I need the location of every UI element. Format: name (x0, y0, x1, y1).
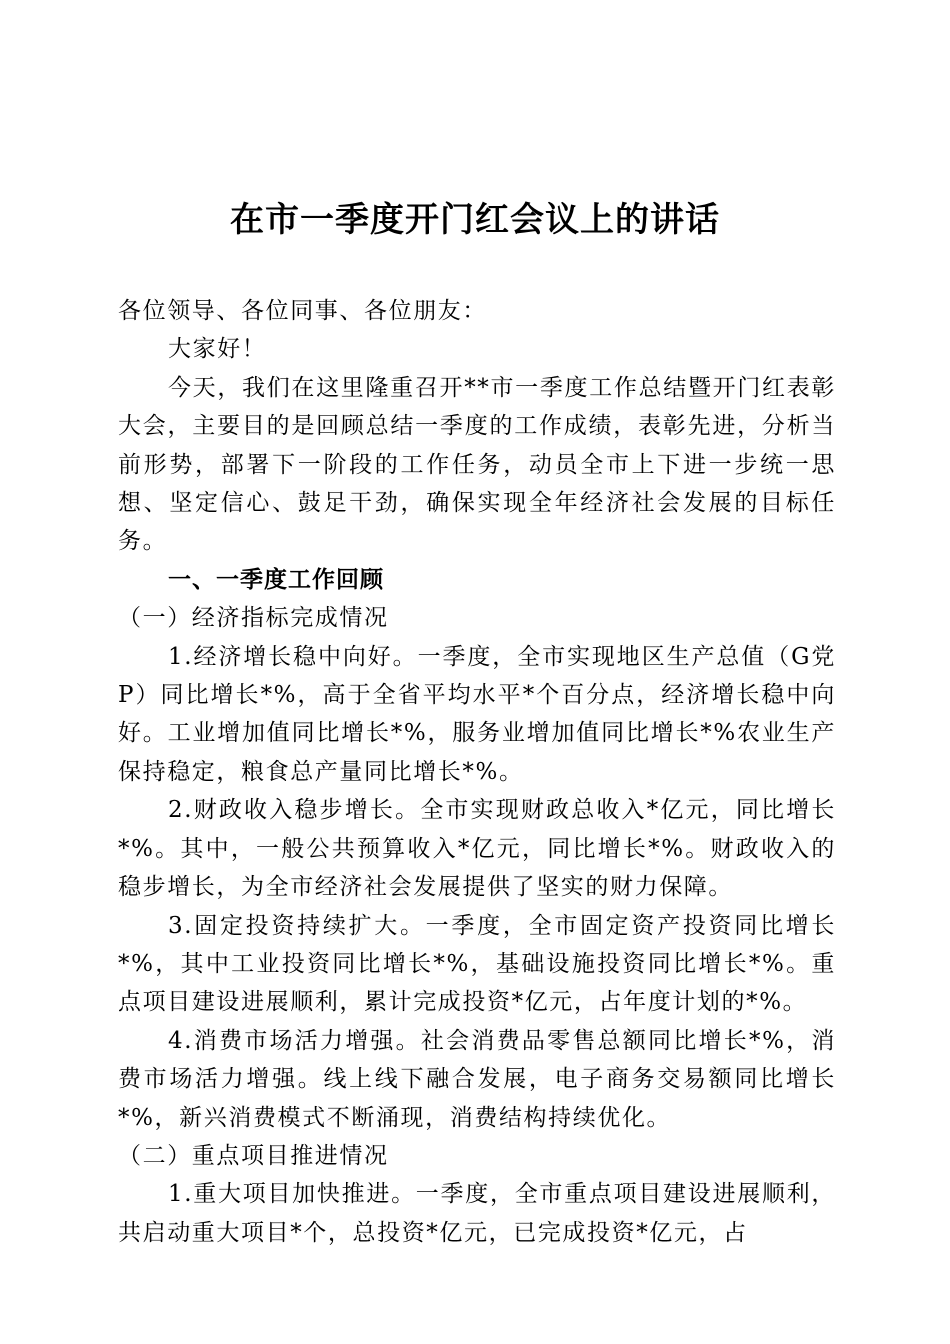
paragraph-fixed-investment: 3.固定投资持续扩大。一季度，全市固定资产投资同比增长*%，其中工业投资同比增长*%，基础设施投资同比增长*%。重点项目建设进展顺利，累计完成投资*亿元，占年度计划的*%。 (118, 912, 836, 1016)
salutation: 各位领导、各位同事、各位朋友： (118, 298, 487, 324)
paragraph-economic-growth: 1.经济增长稳中向好。一季度，全市实现地区生产总值（G党P）同比增长*%，高于全省平均水平*个百分点，经济增长稳中向好。工业增加值同比增长*%，服务业增加值同比增长*%农业生产保持稳定，粮食总产量同比增长*%。 (118, 643, 836, 785)
subsection-heading: （二）重点项目推进情况 (118, 1142, 389, 1169)
greeting: 大家好！ (168, 336, 267, 363)
document-body (118, 292, 836, 1252)
section-heading: 一、一季度工作回顾 (168, 566, 384, 593)
subsection-heading: （一）经济指标完成情况 (118, 605, 389, 632)
paragraph-consumer-market: 4.消费市场活力增强。社会消费品零售总额同比增长*%，消费市场活力增强。线上线下融合发展，电子商务交易额同比增长*%，新兴消费模式不断涌现，消费结构持续优化。 (118, 1027, 836, 1131)
intro-paragraph: 今天，我们在这里隆重召开**市一季度工作总结暨开门红表彰大会，主要目的是回顾总结一季度的工作成绩，表彰先进，分析当前形势，部署下一阶段的工作任务，动员全市上下进一步统一思想、坚定信心、鼓足干劲，确保实现全年经济社会发展的目标任务。 (118, 374, 836, 555)
paragraph-fiscal-revenue: 2.财政收入稳步增长。全市实现财政总收入*亿元，同比增长*%。其中，一般公共预算收入*亿元，同比增长*%。财政收入的稳步增长，为全市经济社会发展提供了坚实的财力保障。 (118, 797, 836, 901)
document-title: 在市一季度开门红会议上的讲话 (230, 200, 720, 240)
paragraph-major-projects: 1.重大项目加快推进。一季度，全市重点项目建设进展顺利，共启动重大项目*个，总投资*亿元，已完成投资*亿元，占 (118, 1181, 836, 1246)
